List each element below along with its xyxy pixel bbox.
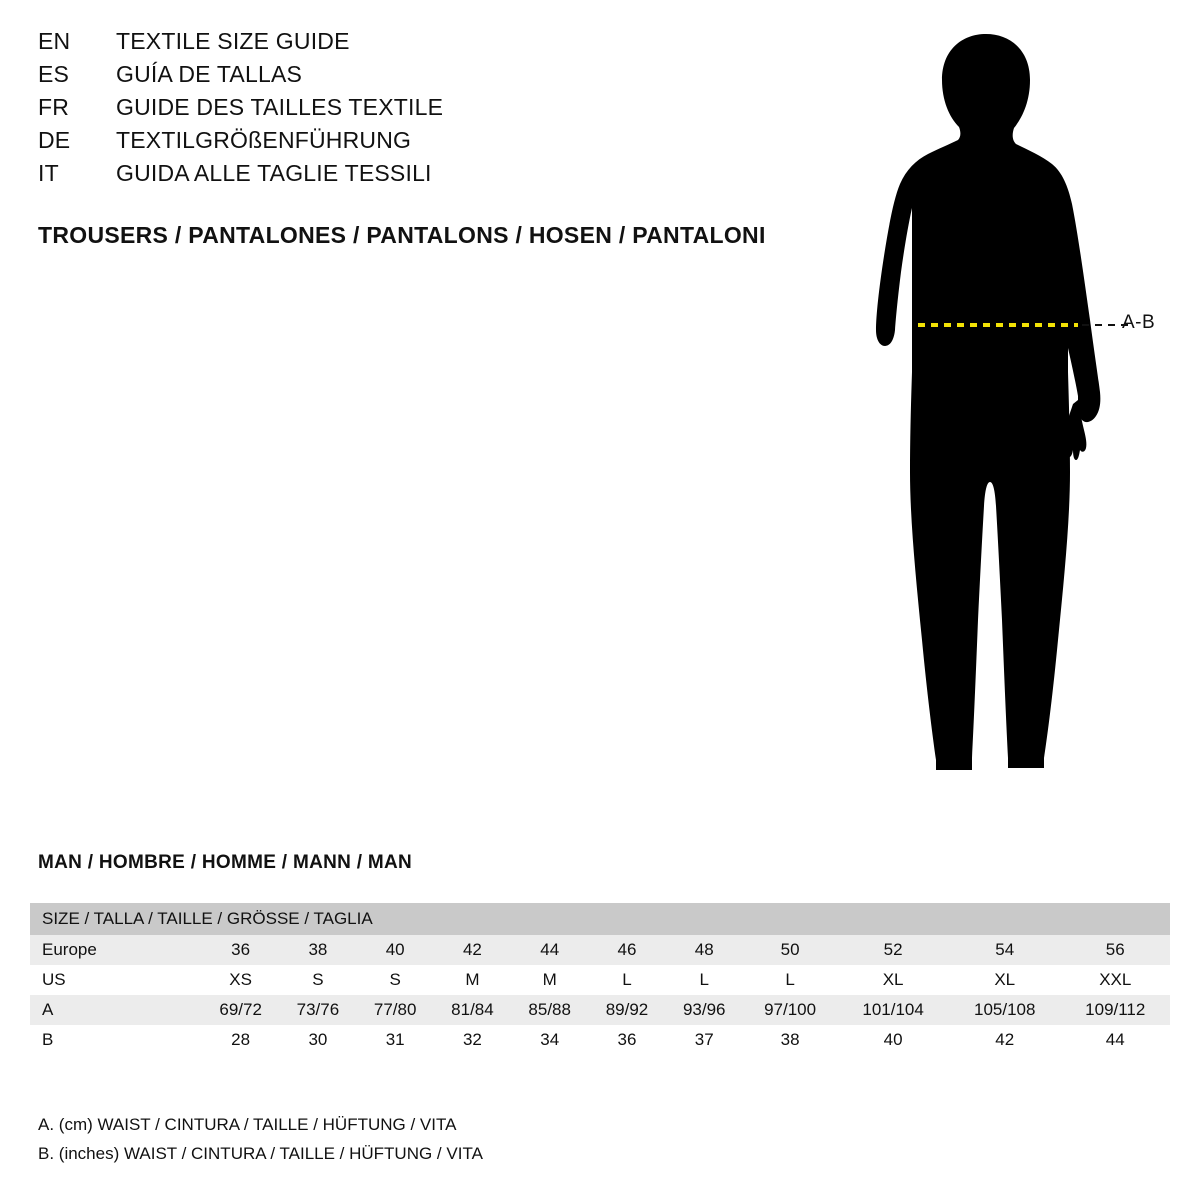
language-code: IT (38, 160, 59, 186)
cell: 36 (588, 1025, 665, 1055)
gender-label: MAN / HOMBRE / HOMME / MANN / MAN (38, 852, 413, 873)
cell: M (434, 965, 511, 995)
cell: 38 (279, 935, 356, 965)
footnote-b: B. (inches) WAIST / CINTURA / TAILLE / HÜFTUNG / VITA (38, 1144, 483, 1163)
cell: XL (837, 965, 949, 995)
cell: 50 (743, 935, 837, 965)
row-label-us: US (30, 965, 202, 995)
table-header-row (30, 903, 1170, 935)
language-title: GUIDE DES TAILLES TEXTILE (116, 94, 444, 120)
language-row-de (38, 127, 798, 160)
language-title-list (38, 28, 798, 193)
cell: 32 (434, 1025, 511, 1055)
language-code: FR (38, 94, 70, 120)
cell: 52 (837, 935, 949, 965)
language-row-es (38, 61, 798, 94)
row-label-a: A (30, 995, 202, 1025)
table-row (30, 1025, 1170, 1055)
footnote-a: A. (cm) WAIST / CINTURA / TAILLE / HÜFTUNG / VITA (38, 1115, 457, 1134)
cell: 54 (949, 935, 1061, 965)
cell: L (666, 965, 743, 995)
cell: 101/104 (837, 995, 949, 1025)
language-row-en (38, 28, 798, 61)
cell: 44 (511, 935, 588, 965)
table-row (30, 935, 1170, 965)
cell: L (743, 965, 837, 995)
cell: 48 (666, 935, 743, 965)
cell: 28 (202, 1025, 279, 1055)
cell: L (588, 965, 665, 995)
table-header-label: SIZE / TALLA / TAILLE / GRÖSSE / TAGLIA (30, 903, 1170, 935)
table-row (30, 995, 1170, 1025)
cell: 31 (357, 1025, 434, 1055)
size-table (30, 903, 1170, 1055)
cell: 85/88 (511, 995, 588, 1025)
language-code: EN (38, 28, 71, 54)
language-row-fr (38, 94, 798, 127)
cell: 37 (666, 1025, 743, 1055)
cell: 93/96 (666, 995, 743, 1025)
cell: XXL (1061, 965, 1170, 995)
cell: 69/72 (202, 995, 279, 1025)
language-row-it (38, 160, 798, 193)
language-code: DE (38, 127, 71, 153)
cell: 42 (949, 1025, 1061, 1055)
cell: 40 (837, 1025, 949, 1055)
cell: 38 (743, 1025, 837, 1055)
cell: 77/80 (357, 995, 434, 1025)
language-title: GUÍA DE TALLAS (116, 61, 303, 87)
measurement-line-ab (790, 20, 1190, 810)
cell: 97/100 (743, 995, 837, 1025)
cell: S (279, 965, 356, 995)
cell: 46 (588, 935, 665, 965)
cell: 30 (279, 1025, 356, 1055)
cell: 36 (202, 935, 279, 965)
row-label-europe: Europe (30, 935, 202, 965)
cell: M (511, 965, 588, 995)
cell: 56 (1061, 935, 1170, 965)
measurement-label-ab: A-B (1122, 312, 1156, 333)
cell: 81/84 (434, 995, 511, 1025)
man-silhouette-figure (790, 20, 1190, 810)
cell: 105/108 (949, 995, 1061, 1025)
language-title: GUIDA ALLE TAGLIE TESSILI (116, 160, 432, 186)
language-code: ES (38, 61, 70, 87)
cell: XS (202, 965, 279, 995)
cell: 42 (434, 935, 511, 965)
cell: 34 (511, 1025, 588, 1055)
language-title: TEXTILE SIZE GUIDE (116, 28, 350, 54)
row-label-b: B (30, 1025, 202, 1055)
language-title: TEXTILGRÖßENFÜHRUNG (116, 127, 412, 153)
cell: 40 (357, 935, 434, 965)
cell: 73/76 (279, 995, 356, 1025)
cell: S (357, 965, 434, 995)
cell: 44 (1061, 1025, 1170, 1055)
cell: XL (949, 965, 1061, 995)
cell: 109/112 (1061, 995, 1170, 1025)
cell: 89/92 (588, 995, 665, 1025)
footnotes (38, 1110, 483, 1168)
garment-subtitle: TROUSERS / PANTALONES / PANTALONS / HOSEN / PANTALONI (38, 222, 766, 248)
table-row (30, 965, 1170, 995)
